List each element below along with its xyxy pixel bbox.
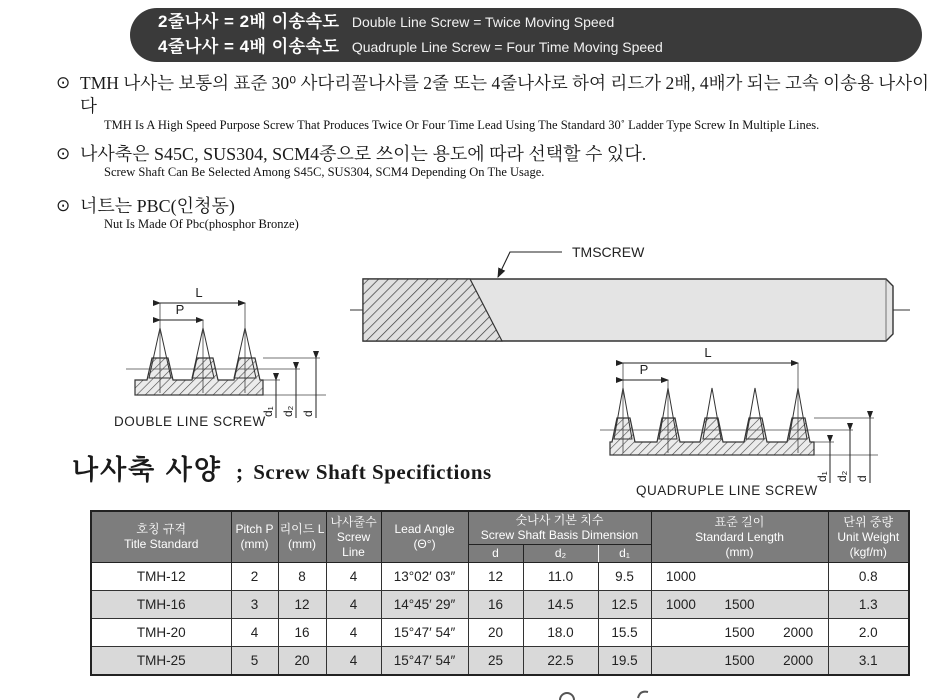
dim-P-label: P	[175, 302, 185, 317]
cell-pitch: 3	[231, 591, 278, 619]
standard-length-value: 1000	[665, 597, 696, 612]
banner-line1-korean: 2줄나사 = 2배 이송속도	[158, 12, 340, 32]
col-header-screw-line: 나사줄수 Screw Line	[326, 511, 381, 563]
section-title	[72, 448, 492, 487]
cell-model: TMH-16	[91, 591, 231, 619]
cell-unit-weight: 3.1	[828, 647, 909, 676]
thread-profile	[610, 418, 814, 455]
cell-unit-weight: 1.3	[828, 591, 909, 619]
cell-standard-length	[651, 647, 828, 676]
cell-d: 16	[468, 591, 523, 619]
dim-d1-label: d₁	[815, 471, 829, 482]
cell-standard-length	[651, 591, 828, 619]
cell-model: TMH-20	[91, 619, 231, 647]
bullet2-korean: 나사축은 S45C, SUS304, SCM4종으로 쓰이는 용도에 따라 선택할 수 있다.	[80, 143, 647, 164]
quadruple-line-screw-caption: QUADRUPLE LINE SCREW	[636, 483, 818, 498]
col-header-d2: d₂	[523, 545, 598, 563]
dim-L-label: L	[704, 345, 712, 360]
standard-length-value: 1500	[724, 597, 755, 612]
spec-table	[90, 510, 910, 676]
cell-lines: 4	[326, 647, 381, 676]
cell-pitch: 2	[231, 563, 278, 591]
col-header-lead-angle: Lead Angle (Θ°)	[381, 511, 468, 563]
banner-line2-korean: 4줄나사 = 4배 이송속도	[158, 37, 340, 56]
col-header-d: d	[468, 545, 523, 563]
standard-length-value	[769, 569, 828, 584]
cell-lead: 16	[278, 619, 326, 647]
cell-d2: 11.0	[523, 563, 598, 591]
dim-P-label: P	[639, 362, 649, 377]
double-line-screw-diagram	[88, 282, 350, 434]
cell-unit-weight: 0.8	[828, 563, 909, 591]
dim-d2-label: d₂	[835, 470, 849, 482]
double-line-screw-caption: DOUBLE LINE SCREW	[114, 414, 266, 429]
col-header-basis-dimension: 숫나사 기본 치수 Screw Shaft Basis Dimension	[468, 511, 651, 545]
cell-angle: 13°02′ 03″	[381, 563, 468, 591]
cell-d1: 19.5	[598, 647, 651, 676]
dim-d2-label: d₂	[281, 405, 295, 417]
cell-model: TMH-12	[91, 563, 231, 591]
speed-banner	[130, 8, 922, 62]
cell-standard-length	[651, 563, 828, 591]
cell-d: 25	[468, 647, 523, 676]
standard-length-value	[652, 653, 711, 668]
cell-lines: 4	[326, 619, 381, 647]
dim-L-label: L	[195, 285, 203, 300]
cell-d2: 22.5	[523, 647, 598, 676]
spec-table-body	[91, 563, 909, 676]
cell-angle: 15°47′ 54″	[381, 619, 468, 647]
cell-pitch: 4	[231, 619, 278, 647]
standard-length-value: 1500	[724, 653, 755, 668]
cell-lead: 12	[278, 591, 326, 619]
thread-profile	[135, 358, 263, 395]
section-title-english: Screw Shaft Specifictions	[253, 460, 492, 484]
header-row-1	[91, 511, 909, 545]
col-header-lead: 리이드 L (mm)	[278, 511, 326, 563]
cell-lines: 4	[326, 591, 381, 619]
banner-line-2	[158, 35, 922, 60]
bullet-tmh-description	[56, 72, 940, 134]
standard-length-value	[710, 569, 769, 584]
cell-d: 12	[468, 563, 523, 591]
cell-d2: 18.0	[523, 619, 598, 647]
bullet-shaft-material	[56, 143, 940, 181]
standard-length-value	[769, 597, 828, 612]
banner-line2-english: Quadruple Line Screw = Four Time Moving Speed	[351, 39, 663, 55]
circle-dot-bullet-icon: ⊙	[56, 195, 71, 215]
cell-d2: 14.5	[523, 591, 598, 619]
cell-pitch: 5	[231, 647, 278, 676]
col-header-title-standard: 호칭 규격 Title Standard	[91, 511, 231, 563]
col-header-d1: d₁	[598, 545, 651, 563]
cropped-next-section-glyphs	[552, 688, 672, 700]
tmscrew-shaft-diagram	[350, 228, 952, 354]
leader-line	[498, 252, 562, 277]
table-row	[91, 591, 909, 619]
cell-angle: 15°47′ 54″	[381, 647, 468, 676]
col-header-unit-weight: 단위 중량 Unit Weight (kgf/m)	[828, 511, 909, 563]
col-header-standard-length: 표준 길이 Standard Length (mm)	[651, 511, 828, 563]
table-row	[91, 619, 909, 647]
standard-length-value: 2000	[783, 625, 814, 640]
bullet1-english: TMH Is A High Speed Purpose Screw That Produces Twice Or Four Time Lead Using The Standard 30˚ Ladder Type Screw In Multiple Lines.	[104, 118, 820, 133]
circle-dot-bullet-icon: ⊙	[56, 143, 71, 163]
dim-d-label: d	[301, 410, 315, 417]
cell-d1: 12.5	[598, 591, 651, 619]
table-row	[91, 647, 909, 676]
standard-length-value: 1000	[665, 569, 696, 584]
bullet1-korean: TMH 나사는 보통의 표준 30⁰ 사다리꼴나사를 2줄 또는 4줄나사로 하여 리드가 2배, 4배가 되는 고속 이송용 나사이다	[80, 73, 929, 117]
cell-lead: 20	[278, 647, 326, 676]
cell-lead: 8	[278, 563, 326, 591]
standard-length-value	[652, 625, 711, 640]
feature-bullets	[56, 72, 940, 233]
cell-model: TMH-25	[91, 647, 231, 676]
quadruple-line-screw-diagram	[578, 345, 952, 499]
dim-d1-label: d₁	[261, 406, 275, 417]
cell-d1: 9.5	[598, 563, 651, 591]
circle-dot-bullet-icon: ⊙	[56, 73, 71, 92]
cell-lines: 4	[326, 563, 381, 591]
bullet2-english: Screw Shaft Can Be Selected Among S45C, SUS304, SCM4 Depending On The Usage.	[104, 165, 545, 180]
cell-angle: 14°45′ 29″	[381, 591, 468, 619]
cell-d1: 15.5	[598, 619, 651, 647]
banner-line1-english: Double Line Screw = Twice Moving Speed	[351, 14, 615, 31]
bullet3-korean: 너트는 PBC(인청동)	[80, 195, 235, 216]
table-row	[91, 563, 909, 591]
cell-unit-weight: 2.0	[828, 619, 909, 647]
section-title-korean: 나사축 사양	[72, 455, 222, 485]
cell-standard-length	[651, 619, 828, 647]
col-header-pitch: Pitch P (mm)	[231, 511, 278, 563]
cell-d: 20	[468, 619, 523, 647]
standard-length-value: 2000	[783, 653, 814, 668]
standard-length-value: 1500	[724, 625, 755, 640]
banner-line-1	[158, 10, 922, 35]
bullet3-english: Nut Is Made Of Pbc(phosphor Bronze)	[104, 217, 299, 232]
dim-d-label: d	[855, 475, 869, 482]
tmscrew-label: TMSCREW	[572, 244, 645, 260]
section-title-separator: ;	[235, 459, 244, 484]
